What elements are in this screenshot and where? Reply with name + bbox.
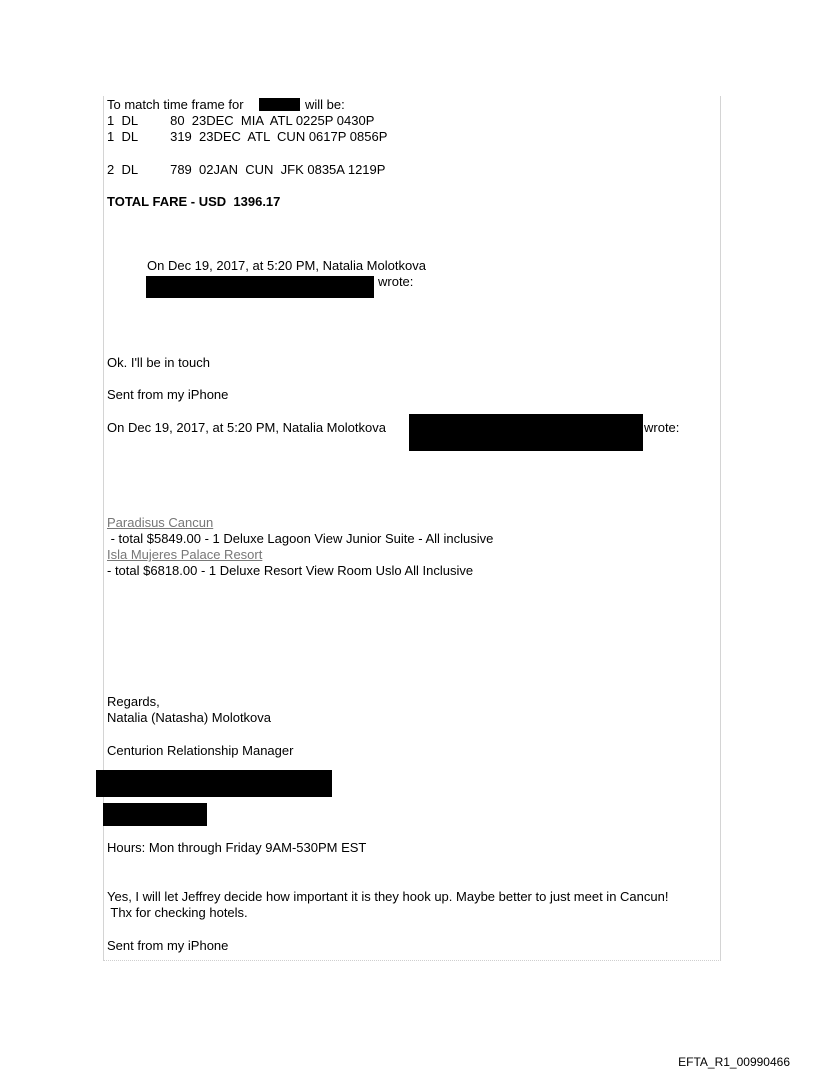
quote-header-1: On Dec 19, 2017, at 5:20 PM, Natalia Molotkova <box>147 258 426 273</box>
match-suffix: will be: <box>305 97 345 112</box>
redaction-bar <box>409 414 643 451</box>
hotel-link-paradisus[interactable]: Paradisus Cancun <box>107 515 214 530</box>
hotel-detail-isla-mujeres: - total $6818.00 - 1 Deluxe Resort View Room Uslo All Inclusive <box>107 563 474 578</box>
signature-regards: Regards, <box>107 694 160 709</box>
flight-line-1: 1 DL 80 23DEC MIA ATL 0225P 0430P <box>107 113 375 128</box>
flight-line-2: 1 DL 319 23DEC ATL CUN 0617P 0856P <box>107 129 388 144</box>
quote-header-2: On Dec 19, 2017, at 5:20 PM, Natalia Molotkova <box>107 420 386 435</box>
redaction-bar <box>103 803 207 826</box>
redaction-bar <box>146 276 374 298</box>
signature-title: Centurion Relationship Manager <box>107 743 294 758</box>
reply-text-1: Ok. I'll be in touch <box>107 355 210 370</box>
quote-wrote-1: wrote: <box>378 274 414 289</box>
document-id: EFTA_R1_00990466 <box>678 1055 790 1069</box>
reply-text-2-line-2: Thx for checking hotels. <box>107 905 248 920</box>
total-fare: TOTAL FARE - USD 1396.17 <box>107 194 281 209</box>
signature-hours: Hours: Mon through Friday 9AM-530PM EST <box>107 840 367 855</box>
match-prefix: To match time frame for <box>107 97 244 112</box>
hotel-link-isla-mujeres[interactable]: Isla Mujeres Palace Resort <box>107 547 263 562</box>
signature-name: Natalia (Natasha) Molotkova <box>107 710 272 725</box>
reply-text-2-line-1: Yes, I will let Jeffrey decide how important it is they hook up. Maybe better to just meet in Cancun! <box>107 889 669 904</box>
sent-from-iphone-1: Sent from my iPhone <box>107 387 229 402</box>
sent-from-iphone-2: Sent from my iPhone <box>107 938 229 953</box>
hotel-detail-paradisus: - total $5849.00 - 1 Deluxe Lagoon View Junior Suite - All inclusive <box>107 531 494 546</box>
redaction-bar <box>259 98 300 111</box>
flight-line-3: 2 DL 789 02JAN CUN JFK 0835A 1219P <box>107 162 386 177</box>
quote-wrote-2: wrote: <box>644 420 680 435</box>
redaction-bar <box>96 770 332 797</box>
